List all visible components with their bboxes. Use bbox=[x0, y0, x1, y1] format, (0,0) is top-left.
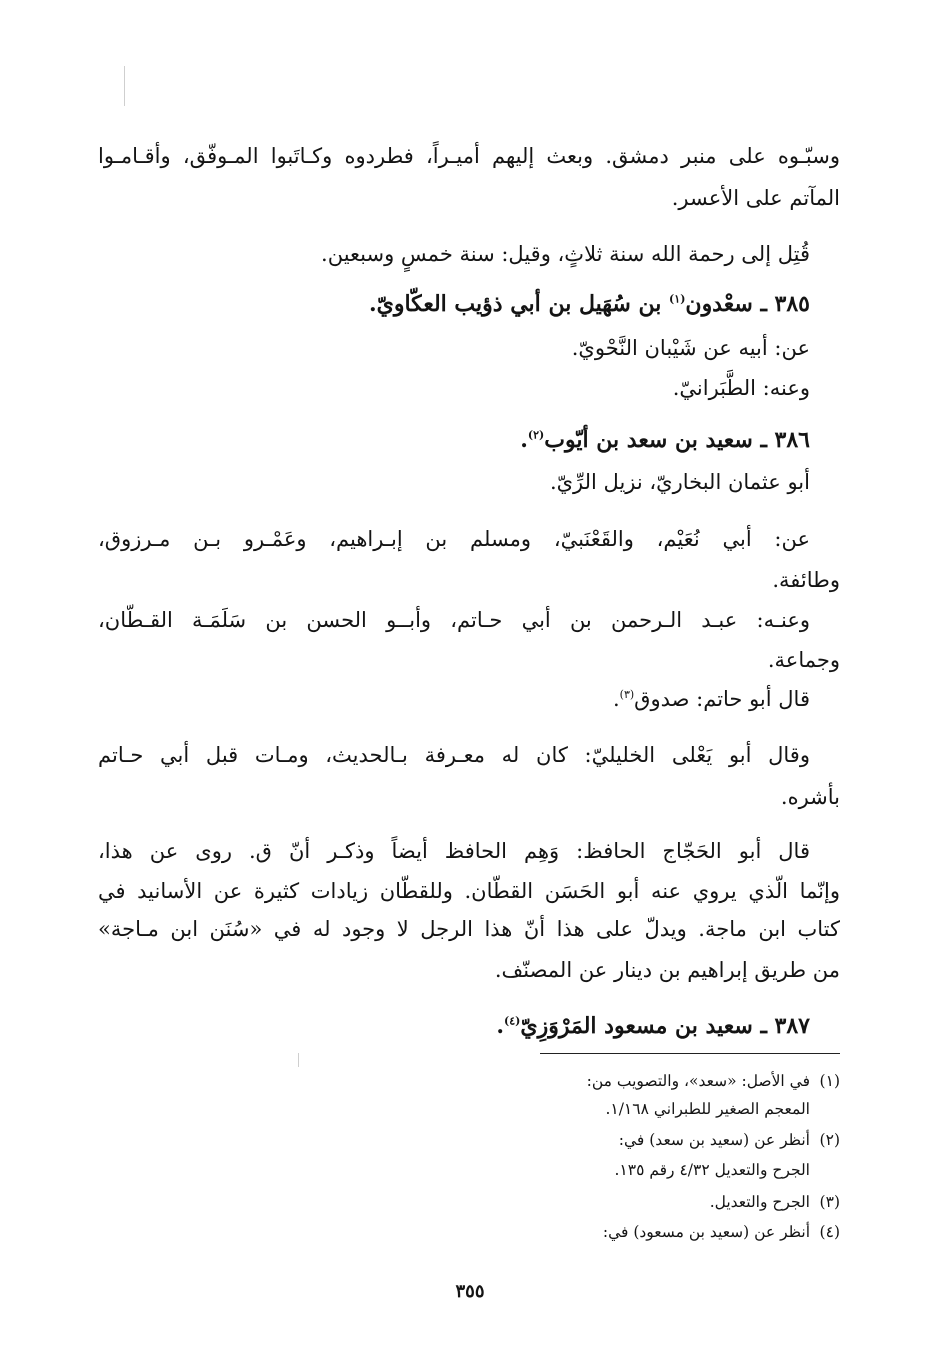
body-line: وجماعة. bbox=[767, 648, 840, 672]
footnote-number: (٣) bbox=[819, 1193, 840, 1211]
entry-385-name-rest: بن سُهَيل بن أبي ذؤيب العكّاويّ. bbox=[368, 291, 670, 317]
footnote-line bbox=[619, 1129, 840, 1151]
footnote-ref-4: (٤) bbox=[504, 1014, 521, 1028]
footnote-text: أنظر عن (سعيد بن سعد) في: bbox=[618, 1131, 810, 1149]
body-line: وإنّما الّذي يروي عنه أبو الحَسَن القطّان. وللقطّان زيادات كثيرة عن الأسانيد في bbox=[98, 879, 840, 903]
body-line: قال أبو الحَجّاج الحافظ: وَهِم الحافظ أيضاً وذكـر أنّ ق. روى عن هذا، bbox=[98, 839, 810, 863]
body-line: كتاب ابن ماجة. ويدلّ على هذا أنّ هذا الرجل لا وجود له في «سُنَن ابن مـاجة» bbox=[98, 917, 840, 941]
footnote-ref-1: (١) bbox=[669, 292, 686, 306]
footnote-number: (٢) bbox=[819, 1131, 840, 1149]
body-line: عن: أبيه عن شَيْبان النَّحْويّ. bbox=[571, 336, 810, 360]
body-line: وعنـه: عبـد الـرحمن بن أبي حـاتم، وأبــو الحسن بن سَلَمَـة القـطّان، bbox=[98, 608, 810, 632]
entry-387-number-name: ٣٨٧ ـ سعيد بن مسعود المَرْوَزِيّ bbox=[520, 1013, 810, 1039]
footnote-separator bbox=[540, 1053, 840, 1054]
body-line: وقال أبو يَعْلى الخليليّ: كان له معـرفة بـالحديث، ومـات قبل أبي حـاتم bbox=[98, 743, 810, 767]
footnote-number: (٤) bbox=[819, 1223, 840, 1241]
body-line: وطائفة. bbox=[772, 568, 840, 592]
footnote-line bbox=[587, 1070, 840, 1092]
footnote-text: المعجم الصغير للطبراني ١/١٦٨. bbox=[605, 1100, 810, 1118]
entry-386-heading bbox=[520, 425, 810, 455]
footnote-number: (١) bbox=[819, 1072, 840, 1090]
footnote-text: في الأصل: «سعد»، والتصويب من: bbox=[586, 1072, 810, 1090]
body-line: بأشره. bbox=[780, 785, 840, 809]
footnote-ref-2: (٢) bbox=[527, 428, 545, 442]
abu-hatim-text: قال أبو حاتم: صدوق bbox=[634, 687, 810, 711]
entry-387-name-rest: . bbox=[496, 1013, 505, 1039]
footnote-line bbox=[603, 1221, 840, 1243]
footnote-line bbox=[710, 1191, 840, 1213]
footnote-text: الجرح والتعديل. bbox=[709, 1193, 810, 1211]
entry-385-heading bbox=[369, 289, 810, 319]
entry-386-number-name: ٣٨٦ ـ سعيد بن سعد بن أيّوب bbox=[544, 427, 810, 453]
footnote-text: الجرح والتعديل ٤/٣٢ رقم ١٣٥. bbox=[614, 1161, 810, 1179]
entry-386-name-rest: . bbox=[520, 427, 528, 453]
body-line: وسبّـوه على منبر دمشق. وبعث إليهم أميـراً، فطردوه وكـاتَبوا المـوفّق، وأقـامـوا bbox=[98, 144, 840, 168]
footnote-ref-3: (٣) bbox=[619, 688, 635, 701]
abu-hatim-end: . bbox=[612, 687, 620, 711]
entry-385-number-name: ٣٨٥ ـ سعْدون bbox=[685, 291, 810, 317]
footnote-text: أنظر عن (سعيد بن مسعود) في: bbox=[602, 1223, 810, 1241]
scan-mark bbox=[298, 1053, 299, 1067]
body-line: وعنه: الطَّبَرانيّ. bbox=[672, 376, 810, 400]
body-line: المآتم على الأعسر. bbox=[671, 186, 840, 210]
footnote-line bbox=[605, 1098, 810, 1120]
body-line: عن: أبي نُعَيْم، والقَعْنَبيّ، ومسلم بن إبـراهيم، وعَمْـرو بـن مـرزوق، bbox=[98, 527, 810, 551]
body-line: من طريق إبراهيم بن دينار عن المصنّف. bbox=[494, 958, 840, 982]
body-line: قُتِل إلى رحمة الله سنة ثلاثٍ، وقيل: سنة خمسٍ وسبعين. bbox=[321, 242, 810, 266]
entry-387-heading bbox=[496, 1011, 810, 1041]
body-line: أبو عثمان البخاريّ، نزيل الرِّيّ. bbox=[549, 470, 810, 494]
footnote-line bbox=[614, 1159, 810, 1181]
scan-mark bbox=[124, 66, 125, 106]
abu-hatim-line bbox=[613, 684, 810, 714]
page-number: ٣٥٥ bbox=[455, 1281, 485, 1302]
